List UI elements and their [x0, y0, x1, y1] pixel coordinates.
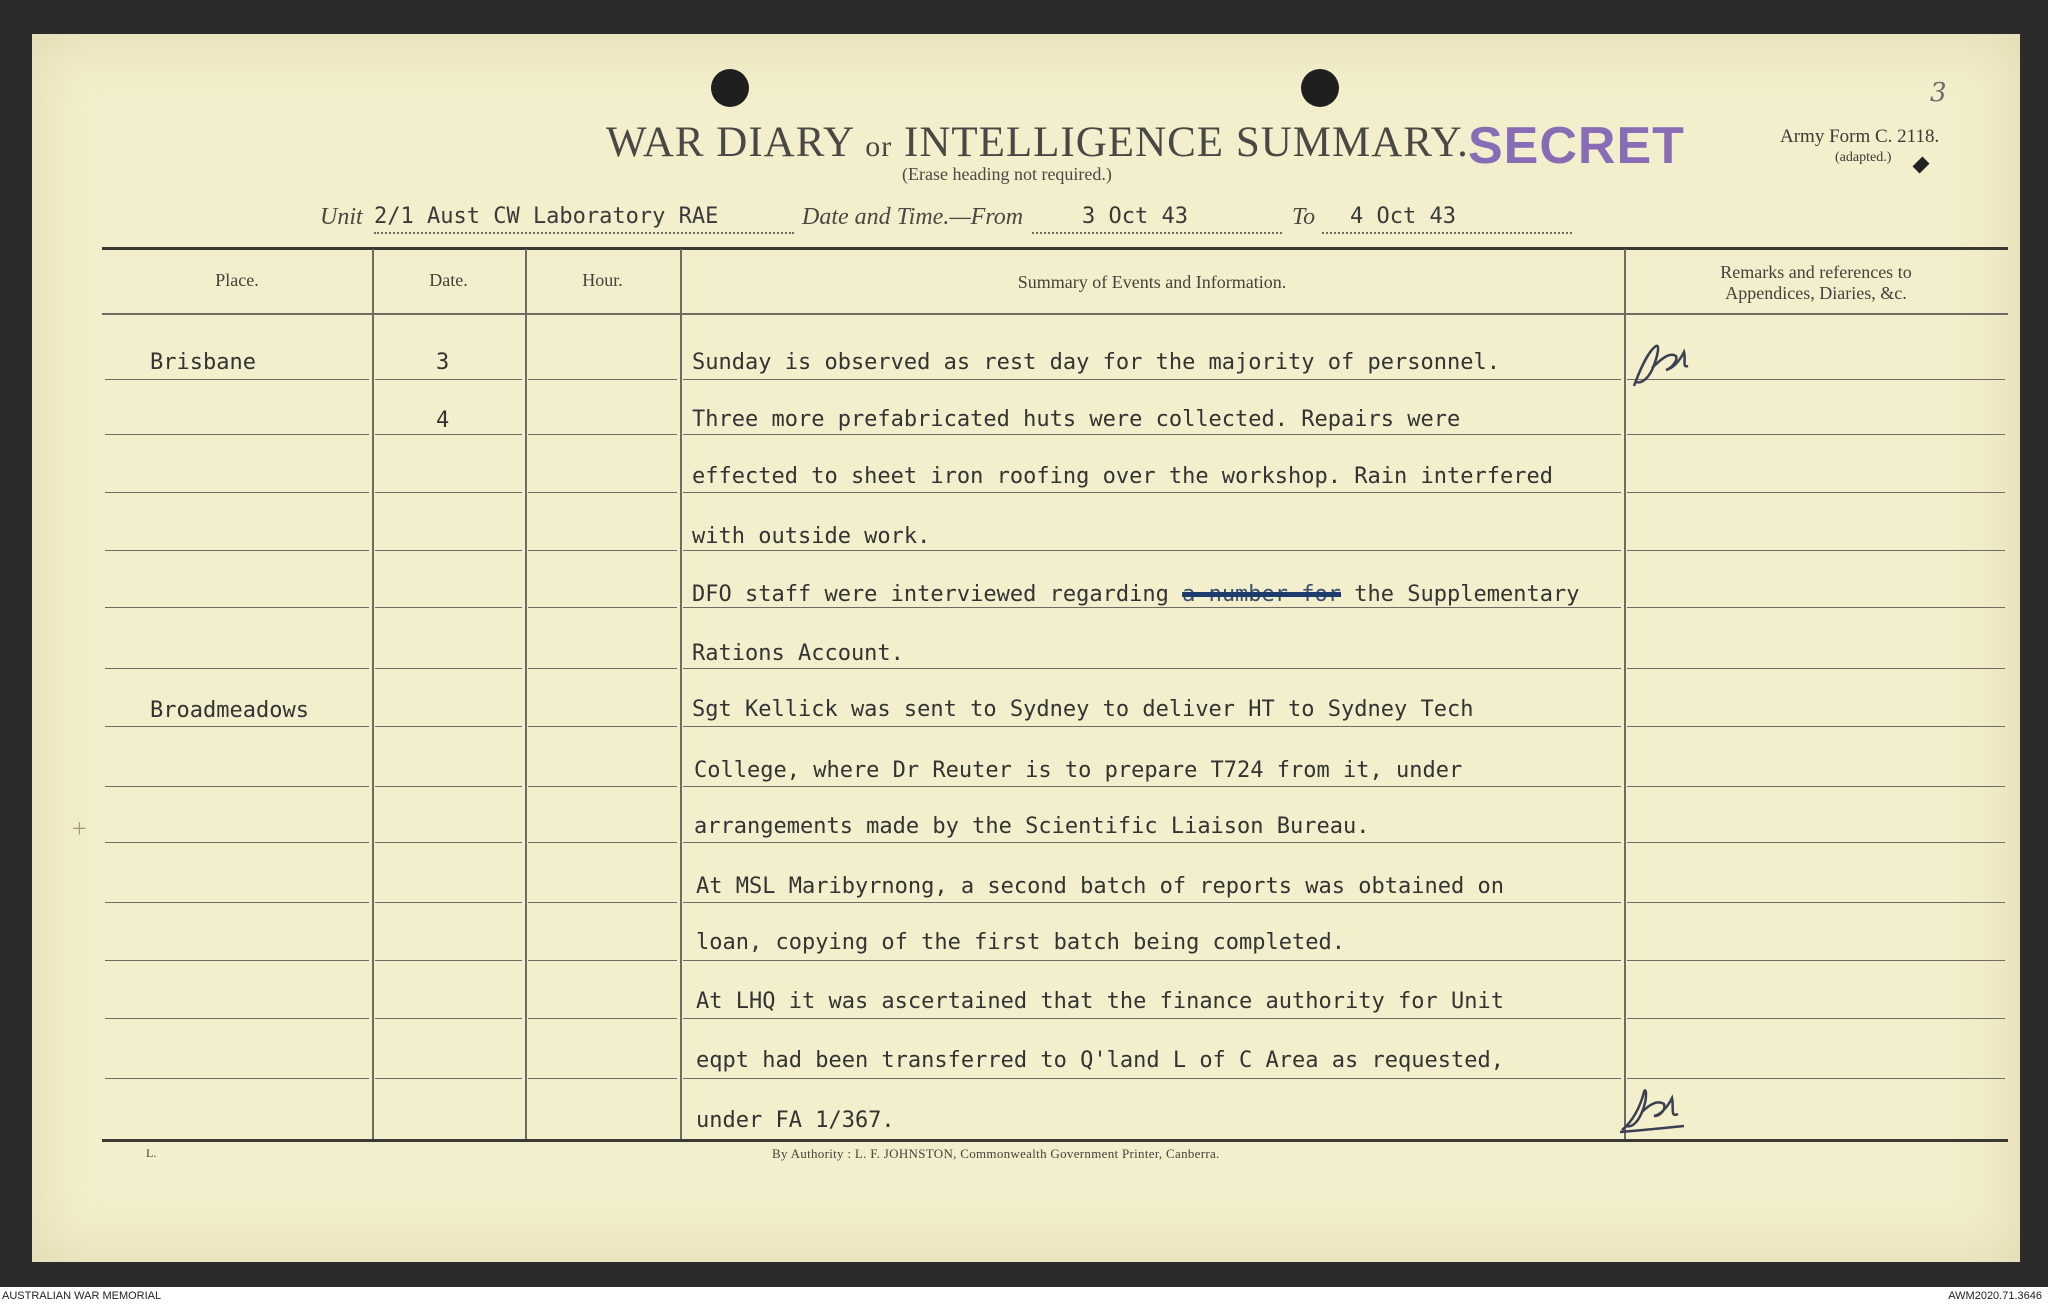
summary-line: Three more prefabricated huts were collected. Repairs were — [692, 407, 1461, 432]
column-divider — [525, 249, 527, 1139]
date-time-label: Date and Time.—From — [802, 204, 1024, 230]
row-rule — [375, 434, 522, 435]
header-divider — [102, 313, 2008, 315]
row-rule — [528, 1018, 677, 1019]
row-rule — [683, 1018, 1621, 1019]
row-rule — [683, 668, 1621, 669]
row-rule — [683, 726, 1621, 727]
title-part-1: WAR DIARY — [606, 119, 854, 166]
row-rule — [1627, 842, 2005, 843]
from-date-value: 3 Oct 43 — [1082, 204, 1188, 229]
row-rule — [528, 550, 677, 551]
place-cell: Broadmeadows — [150, 698, 309, 723]
row-rule — [528, 379, 677, 380]
page-subtitle: (Erase heading not required.) — [902, 164, 1112, 184]
row-rule — [375, 960, 522, 961]
row-rule — [375, 492, 522, 493]
initials-signature — [1614, 1078, 1694, 1138]
row-rule — [683, 786, 1621, 787]
page-title — [606, 118, 1469, 167]
row-rule — [1627, 960, 2005, 961]
row-rule — [1627, 726, 2005, 727]
row-rule — [105, 842, 369, 843]
row-rule — [1627, 434, 2005, 435]
date-cell: 3 — [436, 350, 450, 375]
row-rule — [105, 960, 369, 961]
row-rule — [683, 434, 1621, 435]
row-rule — [375, 842, 522, 843]
row-rule — [528, 668, 677, 669]
title-part-2: INTELLIGENCE SUMMARY. — [904, 119, 1469, 166]
initials-signature — [1622, 334, 1702, 394]
row-rule — [105, 434, 369, 435]
row-rule — [105, 902, 369, 903]
to-label-row — [1292, 204, 1315, 238]
row-rule — [1627, 902, 2005, 903]
row-rule — [683, 379, 1621, 380]
row-rule — [683, 902, 1621, 903]
row-rule — [528, 492, 677, 493]
row-rule — [375, 668, 522, 669]
row-rule — [375, 902, 522, 903]
footer-left-mark: L. — [146, 1146, 157, 1160]
row-rule — [1627, 492, 2005, 493]
row-rule — [683, 1078, 1621, 1079]
row-rule — [528, 1078, 677, 1079]
summary-line: Sgt Kellick was sent to Sydney to deliver HT to Sydney Tech — [692, 697, 1474, 722]
row-rule — [1627, 550, 2005, 551]
column-header-hour: Hour. — [582, 270, 623, 290]
summary-line — [692, 582, 1579, 607]
summary-line: effected to sheet iron roofing over the workshop. Rain interfered — [692, 464, 1553, 489]
row-rule — [105, 726, 369, 727]
row-rule — [528, 786, 677, 787]
unit-label: Unit — [320, 204, 363, 230]
row-rule — [375, 786, 522, 787]
row-rule — [375, 726, 522, 727]
unit-value: 2/1 Aust CW Laboratory RAE — [374, 204, 719, 229]
remarks-header-line-1: Remarks and references to — [1720, 262, 1912, 282]
row-rule — [528, 960, 677, 961]
summary-line: with outside work. — [692, 524, 931, 549]
summary-line: loan, copying of the first batch being completed. — [696, 930, 1346, 955]
archive-strip-right: AWM2020.71.3646 — [1948, 1290, 2042, 1302]
page-number: 3 — [1930, 78, 1947, 108]
place-cell: Brisbane — [150, 350, 256, 375]
row-rule — [1627, 1018, 2005, 1019]
ink-dot-mark — [1913, 157, 1930, 174]
column-header-place: Place. — [215, 270, 259, 290]
row-rule — [528, 434, 677, 435]
row-rule — [1627, 607, 2005, 608]
column-header-remarks — [1624, 262, 2008, 304]
to-label: To — [1292, 204, 1316, 230]
row-rule — [375, 607, 522, 608]
row-rule — [105, 1078, 369, 1079]
column-header-date: Date. — [429, 270, 468, 290]
row-rule — [683, 492, 1621, 493]
form-number: Army Form C. 2118. — [1780, 126, 1940, 147]
row-rule — [105, 786, 369, 787]
pencil-mark: + — [72, 814, 87, 843]
date-cell: 4 — [436, 408, 450, 433]
to-dotted-line — [1322, 232, 1572, 234]
printer-authority: By Authority : L. F. JOHNSTON, Commonwealth Government Printer, Canberra. — [772, 1146, 1220, 1161]
row-rule — [105, 492, 369, 493]
archive-strip — [0, 1287, 2048, 1306]
column-divider — [680, 249, 682, 1139]
row-rule — [105, 668, 369, 669]
row-rule — [683, 607, 1621, 608]
title-or: or — [865, 130, 893, 163]
remarks-header-line-2: Appendices, Diaries, &c. — [1725, 283, 1907, 303]
form-note: (adapted.) — [1835, 150, 1892, 165]
summary-line: Rations Account. — [692, 641, 904, 666]
unit-dotted-line — [374, 232, 794, 234]
summary-line: arrangements made by the Scientific Liaison Bureau. — [694, 814, 1370, 839]
row-rule — [683, 842, 1621, 843]
row-rule — [105, 379, 369, 380]
column-divider — [372, 249, 374, 1139]
column-header-summary: Summary of Events and Information. — [1017, 272, 1287, 292]
secret-stamp: SECRET — [1468, 117, 1685, 175]
row-rule — [105, 1018, 369, 1019]
table-bottom-rule — [102, 1139, 2008, 1142]
row-rule — [105, 550, 369, 551]
punch-hole — [711, 69, 749, 107]
row-rule — [105, 607, 369, 608]
summary-line: eqpt had been transferred to Q'land L of C Area as requested, — [696, 1048, 1504, 1073]
row-rule — [528, 842, 677, 843]
summary-line: Sunday is observed as rest day for the majority of personnel. — [692, 350, 1500, 375]
summary-line: At LHQ it was ascertained that the finance authority for Unit — [696, 989, 1504, 1014]
unit-label-row — [320, 204, 363, 238]
summary-fragment: the Supplementary — [1354, 582, 1580, 607]
row-rule — [683, 960, 1621, 961]
archive-strip-left: AUSTRALIAN WAR MEMORIAL — [2, 1290, 162, 1302]
date-label-row — [802, 204, 1023, 238]
to-date-value: 4 Oct 43 — [1350, 204, 1456, 229]
row-rule — [375, 550, 522, 551]
row-rule — [375, 1018, 522, 1019]
summary-line: under FA 1/367. — [696, 1108, 895, 1133]
row-rule — [375, 1078, 522, 1079]
row-rule — [683, 550, 1621, 551]
row-rule — [1627, 786, 2005, 787]
summary-line: College, where Dr Reuter is to prepare T724 from it, under — [694, 758, 1463, 783]
row-rule — [528, 607, 677, 608]
table-top-rule — [102, 247, 2008, 250]
struck-text: a number for — [1182, 582, 1342, 607]
summary-fragment: DFO staff were interviewed regarding — [692, 582, 1169, 607]
summary-line: At MSL Maribyrnong, a second batch of reports was obtained on — [696, 874, 1504, 899]
row-rule — [528, 902, 677, 903]
row-rule — [528, 726, 677, 727]
row-rule — [1627, 668, 2005, 669]
diary-page — [32, 34, 2020, 1262]
row-rule — [375, 379, 522, 380]
from-dotted-line — [1032, 232, 1282, 234]
punch-hole — [1301, 69, 1339, 107]
